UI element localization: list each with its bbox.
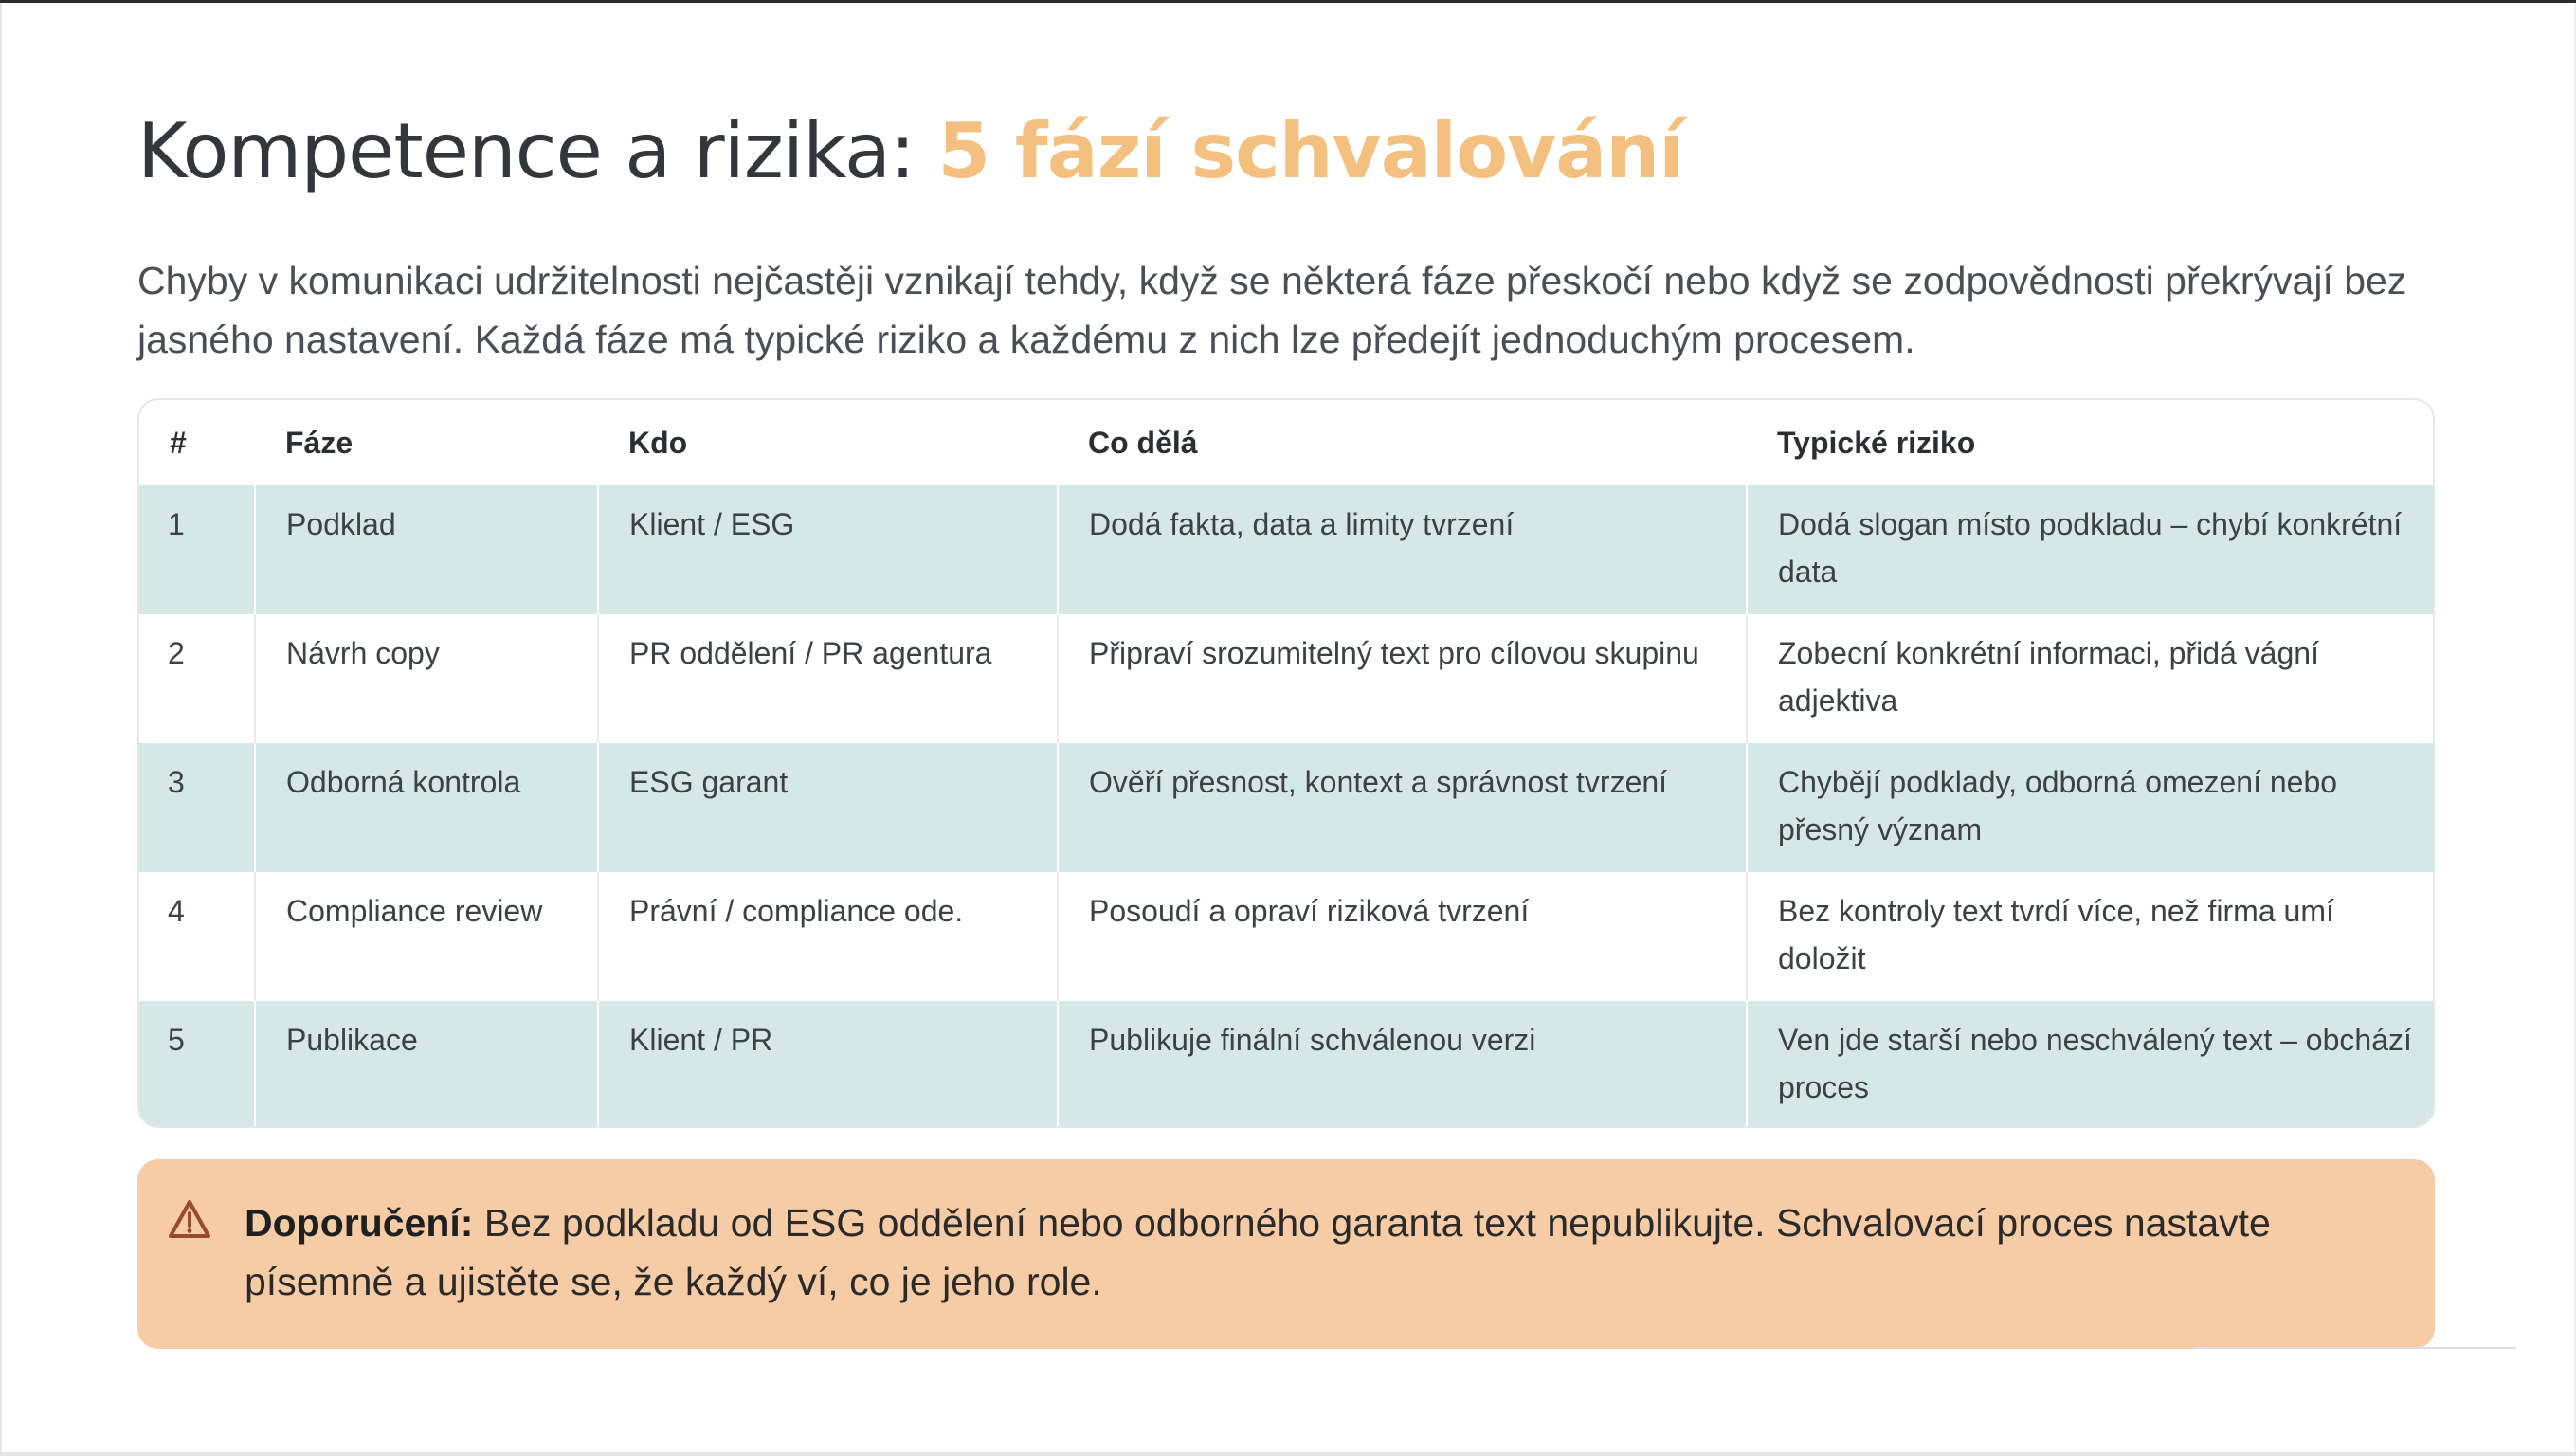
cell-what: Ověří přesnost, kontext a správnost tvrzení bbox=[1058, 743, 1747, 872]
cell-phase: Odborná kontrola bbox=[255, 743, 598, 872]
cell-what: Dodá fakta, data a limity tvrzení bbox=[1058, 485, 1747, 614]
cell-number: 3 bbox=[139, 743, 255, 872]
cell-who: PR oddělení / PR agentura bbox=[598, 614, 1058, 743]
cell-number: 2 bbox=[139, 614, 255, 743]
cell-risk: Zobecní konkrétní informaci, přidá vágní adjektiva bbox=[1747, 614, 2435, 743]
cell-phase: Podklad bbox=[255, 485, 598, 614]
cell-risk: Dodá slogan místo podkladu – chybí konkrétní data bbox=[1747, 485, 2435, 614]
cell-number: 4 bbox=[139, 872, 255, 1001]
recommendation-body: Bez podkladu od ESG oddělení nebo odborného garanta text nepublikujte. Schvalovací proces nastavte písemně a ujistěte se, že každý ví, co je jeho role. bbox=[245, 1201, 2271, 1303]
cell-phase: Publikace bbox=[255, 1001, 598, 1128]
cell-phase: Návrh copy bbox=[255, 614, 598, 743]
cell-who: ESG garant bbox=[598, 743, 1058, 872]
intro-paragraph: Chyby v komunikaci udržitelnosti nejčastěji vznikají tehdy, když se některá fáze přeskočí nebo když se zodpovědnosti překrývají bez jasného nastavení. Každá fáze má typické riziko a každému z nich lze předejít jednoduchým procesem. bbox=[137, 259, 2407, 361]
table-row bbox=[139, 485, 2435, 614]
cell-who: Právní / compliance ode. bbox=[598, 872, 1058, 1001]
column-header-phase: Fáze bbox=[285, 425, 354, 460]
column-header-risk: Typické riziko bbox=[1777, 425, 1976, 460]
bottom-border bbox=[0, 1452, 2576, 1456]
recommendation-text bbox=[245, 1193, 2386, 1311]
cell-what: Posoudí a opraví riziková tvrzení bbox=[1058, 872, 1747, 1001]
cell-what: Připraví srozumitelný text pro cílovou skupinu bbox=[1058, 614, 1747, 743]
cell-number: 5 bbox=[139, 1001, 255, 1128]
recommendation-callout bbox=[137, 1159, 2435, 1349]
cell-who: Klient / ESG bbox=[598, 485, 1058, 614]
left-border bbox=[0, 3, 2, 1456]
cell-risk: Chybějí podklady, odborná omezení nebo přesný význam bbox=[1747, 743, 2435, 872]
column-header-number: # bbox=[170, 425, 187, 460]
cell-number: 1 bbox=[139, 485, 255, 614]
page-title bbox=[137, 100, 1684, 204]
table-row bbox=[139, 614, 2435, 743]
table-row bbox=[139, 743, 2435, 872]
cell-who: Klient / PR bbox=[598, 1001, 1058, 1128]
cell-phase: Compliance review bbox=[255, 872, 598, 1001]
cell-what: Publikuje finální schválenou verzi bbox=[1058, 1001, 1747, 1128]
table-row bbox=[139, 1001, 2435, 1128]
column-header-what: Co dělá bbox=[1088, 425, 1198, 460]
phases-table bbox=[139, 400, 2435, 1128]
warning-triangle-icon bbox=[168, 1199, 211, 1239]
table-row bbox=[139, 872, 2435, 1001]
decorative-divider bbox=[2194, 1347, 2516, 1349]
column-header-who: Kdo bbox=[628, 425, 688, 460]
title-main: Kompetence a rizika: bbox=[137, 107, 915, 195]
cell-risk: Bez kontroly text tvrdí více, než firma umí doložit bbox=[1747, 872, 2435, 1001]
phases-table-card bbox=[137, 398, 2435, 1128]
title-accent: 5 fází schvalování bbox=[937, 107, 1684, 195]
table-header-row bbox=[139, 400, 2435, 485]
recommendation-label: Doporučení: bbox=[245, 1201, 474, 1245]
cell-risk: Ven jde starší nebo neschválený text – obchází proces bbox=[1747, 1001, 2435, 1128]
top-border bbox=[0, 0, 2576, 3]
